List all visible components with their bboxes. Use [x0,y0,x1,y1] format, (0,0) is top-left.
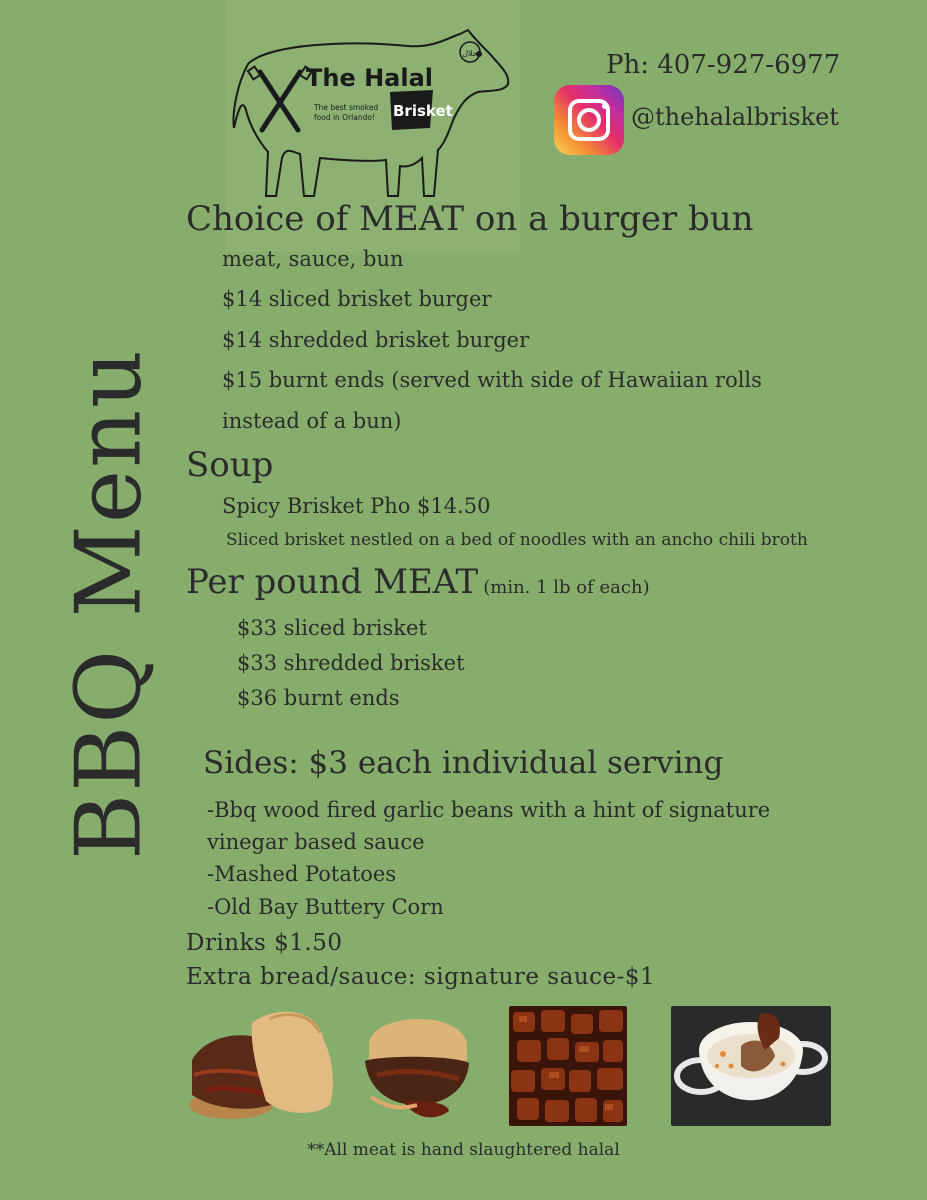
sides-heading: Sides: $3 each individual serving [203,745,724,781]
instagram-handle[interactable]: @thehalalbrisket [631,103,839,131]
per-pound-heading: Per pound MEAT [186,562,479,602]
brisket-pho-photo [671,1006,831,1126]
halal-brisket-logo [228,26,513,198]
per-pound-note: (min. 1 lb of each) [483,577,650,598]
soup-item: Spicy Brisket Pho $14.50 [222,494,491,518]
burnt-ends-photo [509,1006,627,1126]
burger-item: $14 shredded brisket burger [222,328,530,352]
phone-number: Ph: 407-927-6977 [606,50,841,80]
halal-footnote: **All meat is hand slaughtered halal [307,1140,620,1160]
burger-item: $14 sliced brisket burger [222,287,492,311]
burger-item: instead of a bun) [222,409,402,433]
shredded-brisket-burger-photo [363,1005,471,1127]
sliced-brisket-burger-photo [186,1005,338,1125]
logo-name-line1: The Halal [306,64,434,92]
drinks-line: Drinks $1.50 [186,930,343,956]
svg-text:حلال: حلال [462,49,478,58]
instagram-icon[interactable] [554,85,624,155]
burger-item: meat, sauce, bun [222,247,404,271]
per-pound-item: $33 sliced brisket [237,616,427,640]
sides-item: -Mashed Potatoes [207,862,397,886]
per-pound-item: $33 shredded brisket [237,651,465,675]
sides-item: -Bbq wood fired garlic beans with a hint of signature [207,798,771,822]
burger-item: $15 burnt ends (served with side of Hawaiian rolls [222,368,762,392]
extras-line: Extra bread/sauce: signature sauce-$1 [186,964,656,990]
soup-heading: Soup [186,445,274,485]
burger-heading: Choice of MEAT on a burger bun [186,199,754,239]
menu-title-wrapper [0,0,162,861]
logo-name-line2: Brisket [393,102,453,120]
soup-description: Sliced brisket nestled on a bed of noodles with an ancho chili broth [226,530,808,550]
sides-item: vinegar based sauce [207,830,425,854]
logo-tagline-2: food in Orlando! [314,113,375,122]
sides-item: -Old Bay Buttery Corn [207,895,444,919]
menu-title: BBQ Menu [56,347,162,861]
per-pound-heading-row [186,562,650,602]
per-pound-item: $36 burnt ends [237,686,400,710]
logo-tagline-1: The best smoked [314,103,379,112]
